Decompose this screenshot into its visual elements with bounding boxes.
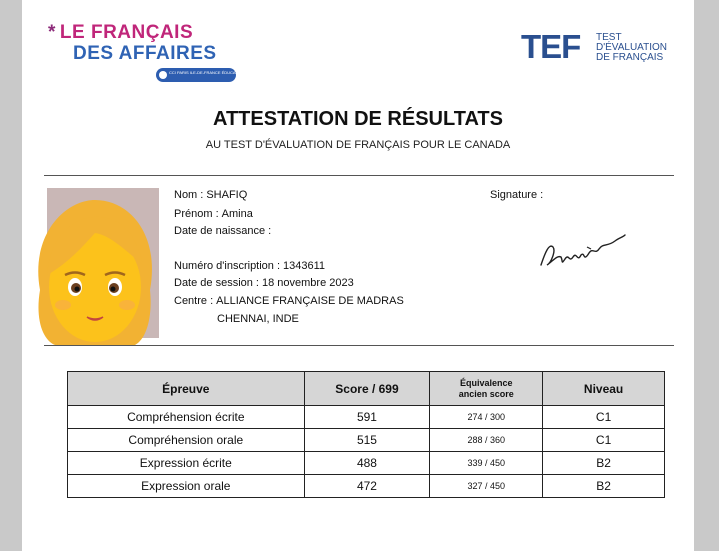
cell-score: 515 (304, 429, 430, 452)
table-row (68, 406, 665, 429)
naissance-field: Date de naissance : (174, 225, 272, 237)
table-row (68, 475, 665, 498)
cell-score: 488 (304, 452, 430, 475)
cci-badge: CCI PARIS ILE-DE-FRANCE ÉDUCATION (156, 68, 236, 82)
cell-equivalence: 327 / 450 (430, 475, 543, 498)
cell-equivalence: 274 / 300 (430, 406, 543, 429)
lfa-logo-line2: DES AFFAIRES (73, 43, 217, 64)
cell-score: 472 (304, 475, 430, 498)
tef-logo-mark: TEF (521, 28, 581, 65)
cell-epreuve: Expression orale (68, 475, 305, 498)
results-table (67, 371, 665, 498)
table-row (68, 452, 665, 475)
header-epreuve: Épreuve (68, 372, 305, 406)
table-row (68, 429, 665, 452)
cell-equivalence: 288 / 360 (430, 429, 543, 452)
page-subtitle: AU TEST D'ÉVALUATION DE FRANÇAIS POUR LE CANADA (205, 139, 511, 151)
cci-logo-icon (159, 71, 167, 79)
top-divider (44, 175, 674, 176)
prenom-field: Prénom : Amina (174, 208, 253, 220)
attestation-page (22, 0, 694, 551)
header-score: Score / 699 (304, 372, 430, 406)
signature-image (537, 225, 627, 275)
centre-city: CHENNAI, INDE (217, 313, 299, 325)
lfa-logo-line1: * LE FRANÇAIS (48, 22, 194, 43)
cell-niveau: B2 (543, 475, 665, 498)
cell-score: 591 (304, 406, 430, 429)
bottom-divider (44, 345, 674, 346)
cell-epreuve: Expression écrite (68, 452, 305, 475)
cell-niveau: C1 (543, 406, 665, 429)
cell-niveau: B2 (543, 452, 665, 475)
nom-field: Nom : SHAFIQ (174, 189, 248, 201)
signature-label: Signature : (490, 189, 544, 201)
header-niveau: Niveau (543, 372, 665, 406)
page-title: ATTESTATION DE RÉSULTATS (213, 108, 503, 130)
centre-field: Centre : ALLIANCE FRANÇAISE DE MADRAS (174, 295, 404, 307)
woman-face-emoji-icon (25, 195, 165, 355)
asterisk-icon: * (48, 22, 56, 43)
cell-equivalence: 339 / 450 (430, 452, 543, 475)
cell-epreuve: Compréhension écrite (68, 406, 305, 429)
cell-epreuve: Compréhension orale (68, 429, 305, 452)
tef-logo (521, 30, 681, 70)
tef-logo-caption: TEST D'ÉVALUATION DE FRANÇAIS (596, 32, 667, 63)
header-equivalence: Équivalence ancien score (430, 372, 543, 406)
results-header-row (68, 372, 665, 406)
session-field: Date de session : 18 novembre 2023 (174, 277, 354, 289)
inscription-field: Numéro d'inscription : 1343611 (174, 260, 326, 272)
cell-niveau: C1 (543, 429, 665, 452)
